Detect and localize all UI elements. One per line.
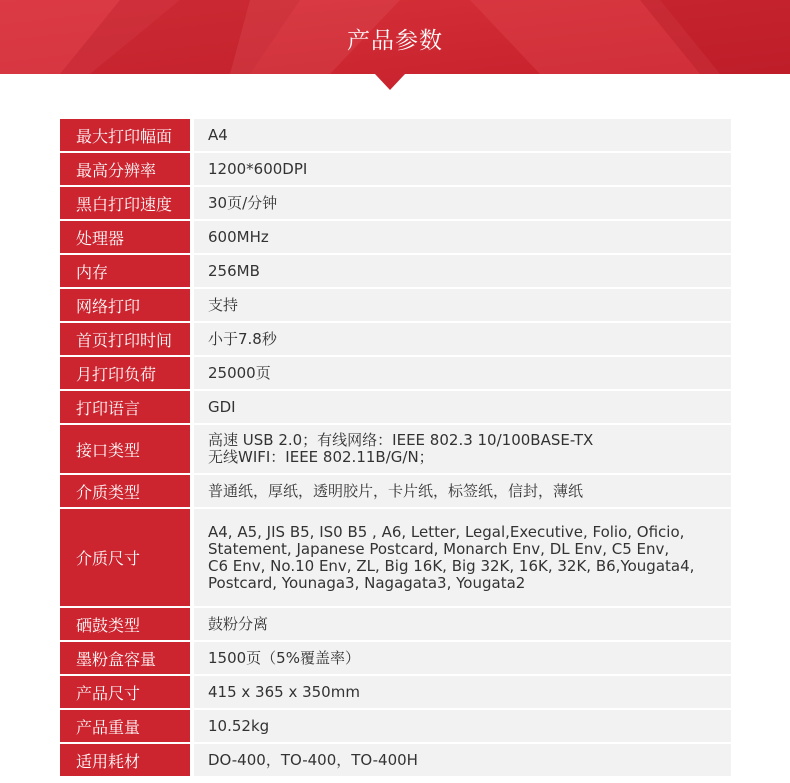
spec-label: 网络打印 (60, 289, 194, 321)
spec-row-consumables (60, 744, 731, 778)
spec-row-media-type (60, 475, 731, 509)
spec-value-line: DO-400，TO-400，TO-400H (208, 750, 418, 769)
spec-value (194, 608, 731, 640)
spec-value (194, 357, 731, 389)
spec-row-toner-capacity (60, 642, 731, 676)
spec-value (194, 642, 731, 674)
spec-value-line: 1200*600DPI (208, 159, 308, 178)
spec-value (194, 187, 731, 219)
header-banner (0, 0, 790, 92)
spec-label: 墨粉盒容量 (60, 642, 194, 674)
spec-value (194, 391, 731, 423)
spec-value-line: 支持 (208, 295, 239, 314)
spec-row-resolution (60, 153, 731, 187)
spec-value-line: 25000页 (208, 363, 271, 382)
spec-value-line: 415 x 365 x 350mm (208, 682, 360, 701)
spec-value-line: 小于7.8秒 (208, 329, 277, 348)
spec-row-dimensions (60, 676, 731, 710)
spec-value-line: C6 Env, No.10 Env, ZL, Big 16K, Big 32K, 16K, 32K, B6,Yougata4, (208, 556, 695, 575)
spec-value-line: 10.52kg (208, 716, 270, 735)
spec-value (194, 153, 731, 185)
spec-row-first-page (60, 323, 731, 357)
spec-value-line: Statement, Japanese Postcard, Monarch Env, DL Env, C5 Env, (208, 539, 670, 558)
spec-row-interface (60, 425, 731, 475)
spec-value-line: A4 (208, 125, 228, 144)
spec-row-duty-cycle (60, 357, 731, 391)
spec-value-line: A4, A5, JIS B5, IS0 B5 , A6, Letter, Legal,Executive, Folio, Oficio, (208, 522, 685, 541)
spec-row-max-format (60, 119, 731, 153)
spec-row-media-size (60, 509, 731, 608)
spec-value-line: Postcard, Younaga3, Nagagata3, Yougata2 (208, 573, 526, 592)
spec-label: 首页打印时间 (60, 323, 194, 355)
spec-value (194, 710, 731, 742)
spec-row-speed (60, 187, 731, 221)
spec-label: 内存 (60, 255, 194, 287)
spec-label: 打印语言 (60, 391, 194, 423)
spec-label: 最大打印幅面 (60, 119, 194, 151)
spec-value-line: 1500页（5%覆盖率） (208, 648, 360, 667)
spec-table (60, 119, 731, 778)
spec-value (194, 119, 731, 151)
spec-label: 介质类型 (60, 475, 194, 507)
spec-label: 适用耗材 (60, 744, 194, 776)
spec-row-processor (60, 221, 731, 255)
spec-value (194, 744, 731, 776)
spec-label: 处理器 (60, 221, 194, 253)
spec-value-line: 600MHz (208, 227, 269, 246)
spec-value-line: 高速 USB 2.0；有线网络：IEEE 802.3 10/100BASE-TX (208, 431, 594, 449)
spec-row-print-language (60, 391, 731, 425)
spec-value-line: 鼓粉分离 (208, 614, 269, 633)
spec-value (194, 676, 731, 708)
spec-value-line: 无线WIFI：IEEE 802.11B/G/N； (208, 448, 434, 466)
page-title: 产品参数 (347, 28, 443, 54)
spec-row-drum-type (60, 608, 731, 642)
spec-label: 硒鼓类型 (60, 608, 194, 640)
spec-row-memory (60, 255, 731, 289)
spec-row-weight (60, 710, 731, 744)
spec-value-line: GDI (208, 397, 236, 416)
spec-value (194, 323, 731, 355)
spec-label: 月打印负荷 (60, 357, 194, 389)
spec-label: 黑白打印速度 (60, 187, 194, 219)
spec-label: 产品重量 (60, 710, 194, 742)
spec-value (194, 475, 731, 507)
spec-value (194, 425, 731, 473)
spec-value (194, 289, 731, 321)
spec-label: 接口类型 (60, 425, 194, 473)
spec-value-line: 普通纸，厚纸，透明胶片，卡片纸，标签纸，信封，薄纸 (208, 481, 584, 500)
spec-value (194, 509, 731, 606)
spec-label: 产品尺寸 (60, 676, 194, 708)
spec-value (194, 221, 731, 253)
spec-value-line: 30页/分钟 (208, 193, 278, 212)
spec-value (194, 255, 731, 287)
spec-label: 最高分辨率 (60, 153, 194, 185)
spec-value-line: 256MB (208, 261, 260, 280)
spec-label: 介质尺寸 (60, 509, 194, 606)
spec-row-network-print (60, 289, 731, 323)
